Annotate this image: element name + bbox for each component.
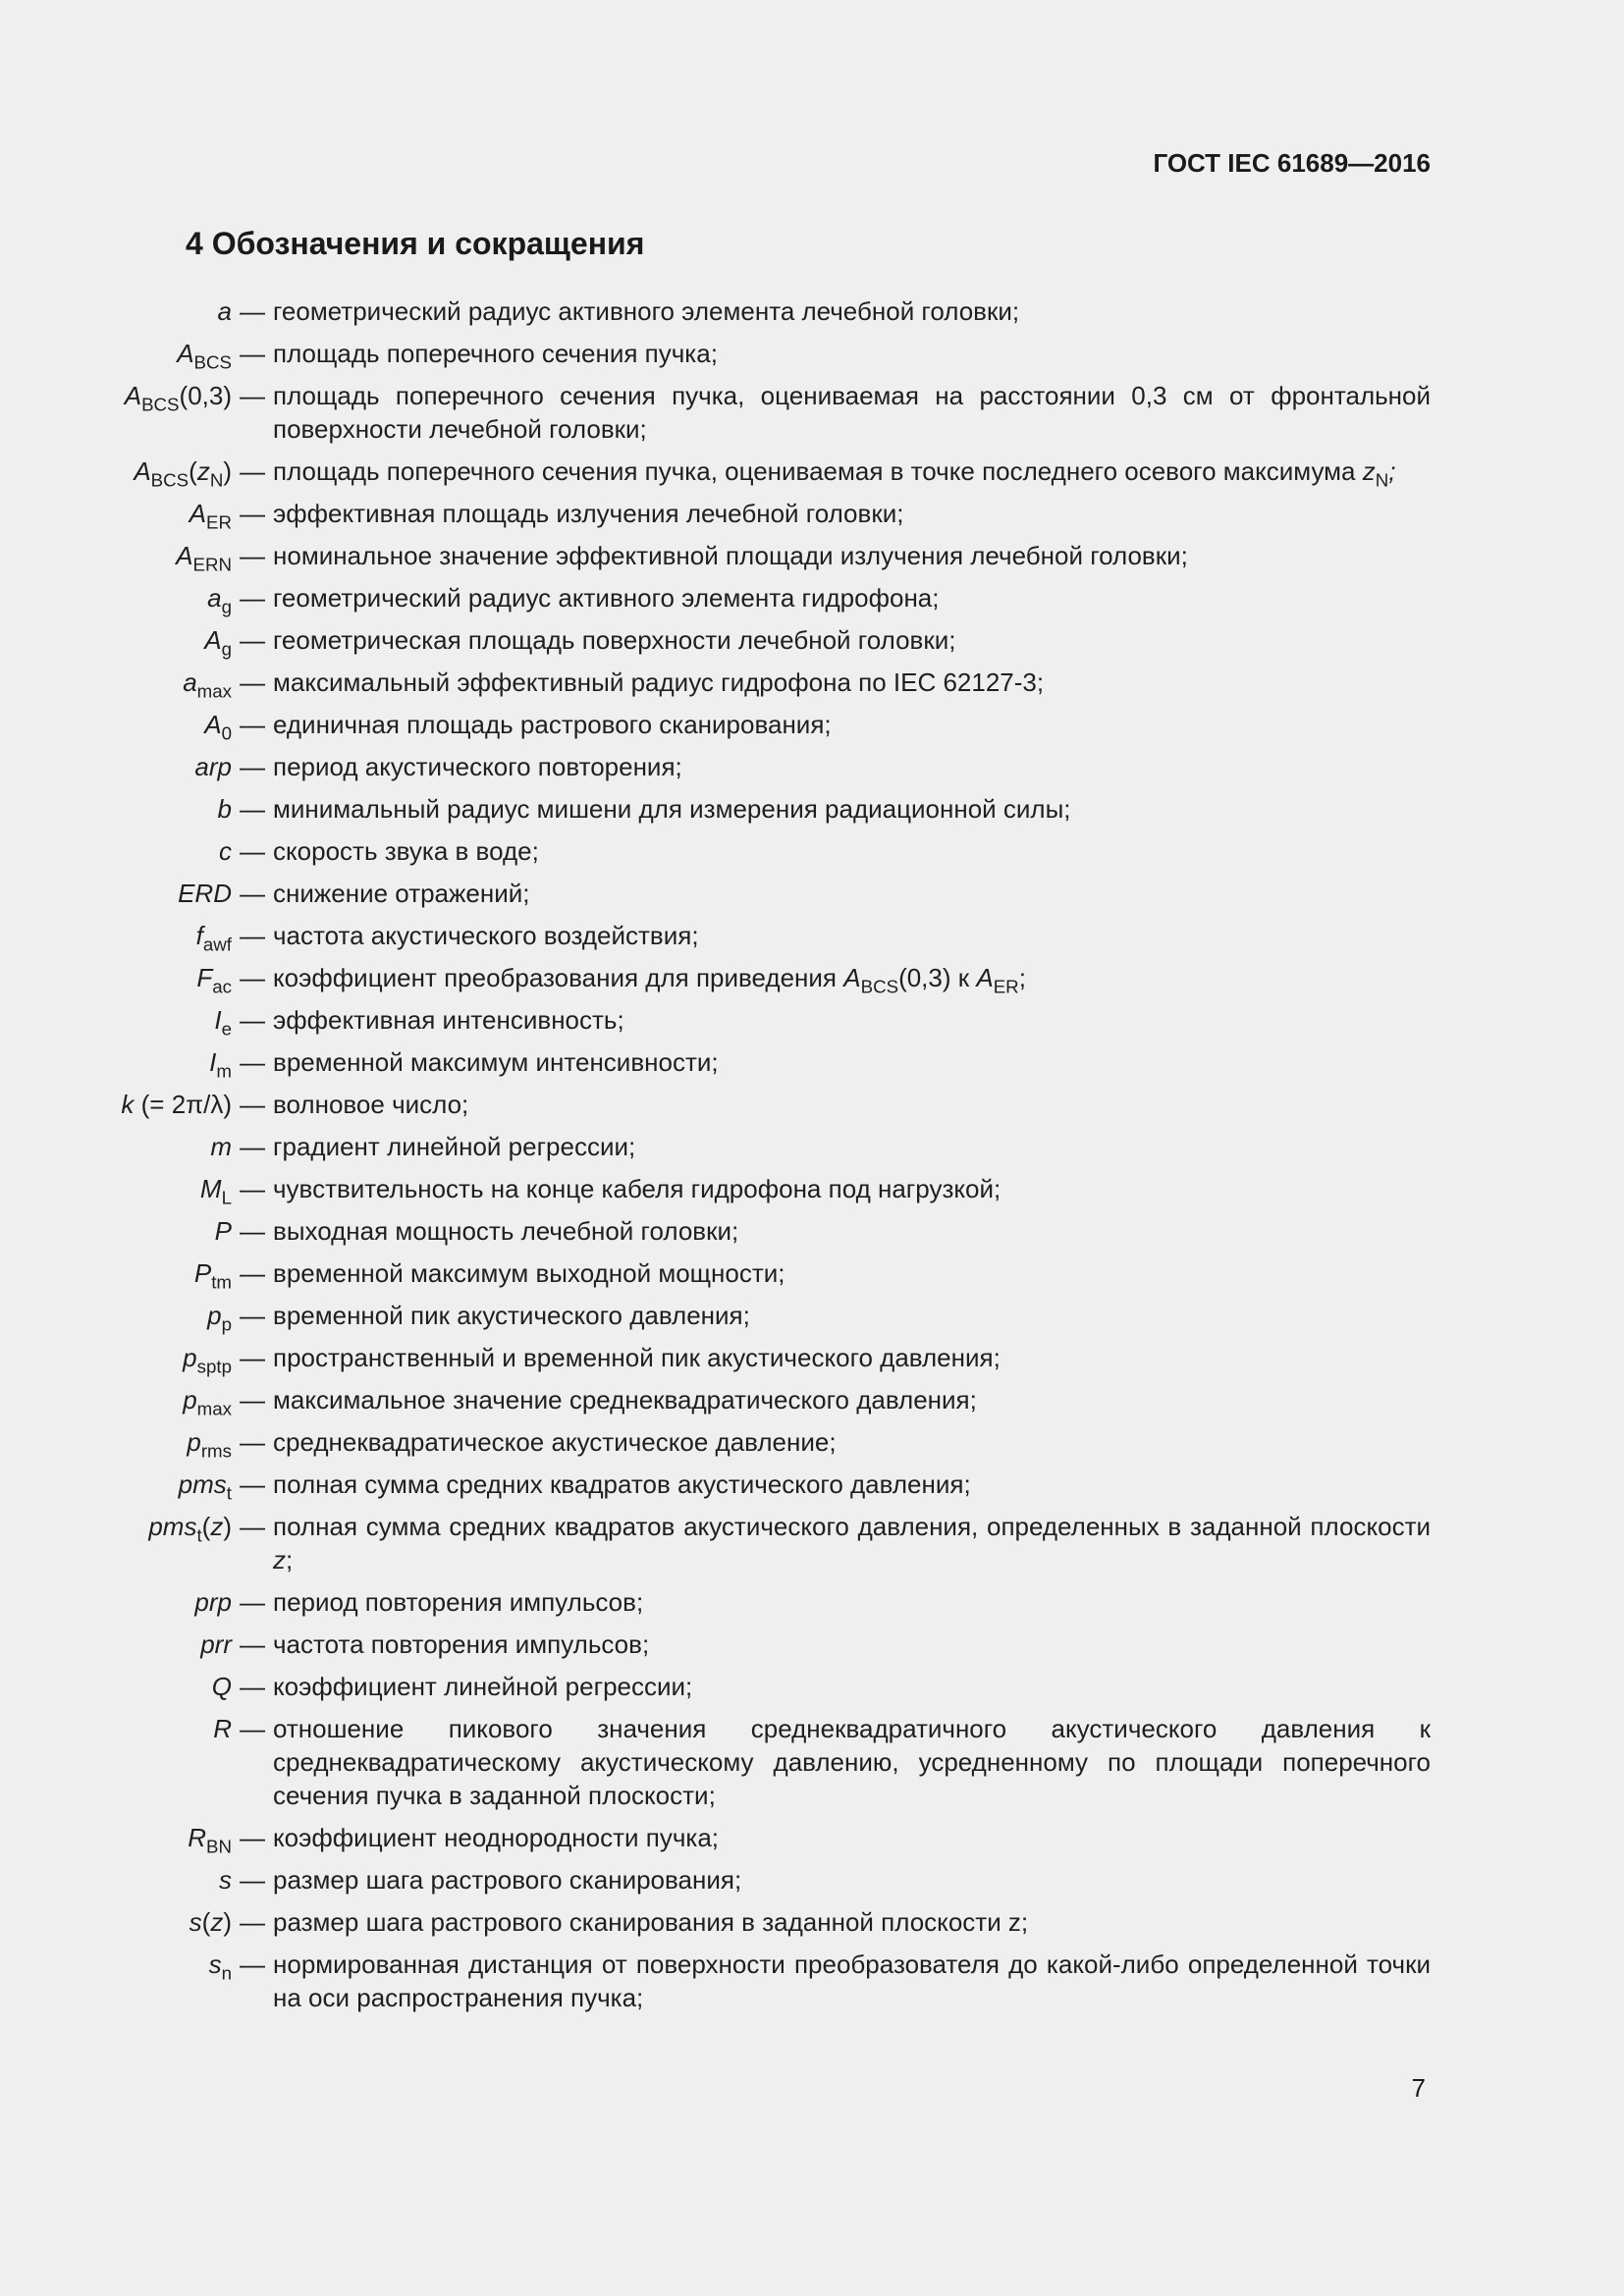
symbol-main: p — [187, 1427, 201, 1457]
symbol-suffix: (0,3) — [179, 381, 232, 410]
definition-row — [98, 666, 1431, 702]
definition-text — [273, 961, 1431, 997]
symbol-suffix: (= 2π/λ) — [134, 1090, 232, 1119]
definition-body: минимальный радиус мишени для измерения радиационной силы; — [273, 794, 1071, 824]
symbol — [98, 581, 232, 617]
symbol-main: arp — [194, 752, 232, 781]
em-dash: — — [240, 879, 265, 908]
definition-text — [273, 1628, 1431, 1661]
definition-row — [98, 1299, 1431, 1335]
definition-body: частота акустического воздействия; — [273, 921, 699, 950]
symbol-main: s — [219, 1865, 232, 1895]
symbol-subscript: ER — [206, 511, 232, 533]
em-dash: — — [240, 963, 265, 992]
definition-text — [273, 1130, 1431, 1163]
definition-text — [273, 1670, 1431, 1703]
symbol-subscript: max — [196, 1398, 232, 1419]
em-dash: — — [240, 1949, 265, 1979]
definition-row — [98, 1948, 1431, 2014]
definition-text — [273, 1905, 1431, 1939]
definition-body: максимальное значение среднеквадратического давления; — [273, 1385, 977, 1415]
symbol — [98, 1299, 232, 1335]
definition-text — [273, 1585, 1431, 1619]
definition-row — [98, 294, 1431, 328]
em-dash: — — [240, 1865, 265, 1895]
symbol-main: R — [188, 1823, 207, 1852]
em-dash: — — [240, 456, 265, 486]
definition-text — [273, 497, 1431, 530]
em-dash: — — [240, 1258, 265, 1288]
em-dash: — — [240, 339, 265, 368]
definition-row — [98, 337, 1431, 373]
definition-text — [273, 1468, 1431, 1501]
definition-body: размер шага растрового сканирования в заданной плоскости z; — [273, 1907, 1029, 1937]
definition-body: временной максимум интенсивности; — [273, 1047, 719, 1077]
definition-body: коэффициент линейной регрессии; — [273, 1672, 693, 1701]
definition-row — [98, 454, 1431, 491]
em-dash: — — [240, 625, 265, 655]
symbol-arg-close: ) — [223, 1907, 232, 1937]
em-dash: — — [240, 1132, 265, 1161]
em-dash: — — [240, 1512, 265, 1541]
symbol-subscript: g — [221, 596, 232, 617]
definition-text — [273, 750, 1431, 783]
symbol-main: a — [207, 583, 222, 613]
symbol-main: A — [177, 339, 194, 368]
definition-row — [98, 1045, 1431, 1082]
definition-text — [273, 1299, 1431, 1332]
definition-row — [98, 1130, 1431, 1163]
definition-text — [273, 1712, 1431, 1812]
definition-body: площадь поперечного сечения пучка; — [273, 339, 718, 368]
symbol-main: pms — [148, 1512, 197, 1541]
definition-body: волновое число; — [273, 1090, 469, 1119]
symbol-suffix: ( — [201, 1907, 211, 1937]
symbol-main: A — [134, 456, 151, 486]
em-dash: — — [240, 710, 265, 739]
definition-text — [273, 623, 1431, 657]
definition-text — [273, 1425, 1431, 1459]
symbol — [98, 623, 232, 660]
em-dash: — — [240, 1343, 265, 1372]
definition-body: площадь поперечного сечения пучка, оцениваемая на расстоянии 0,3 см от фронтальной поверхности лечебной головки; — [273, 381, 1431, 444]
symbol-subscript: e — [221, 1018, 232, 1040]
definition-row — [98, 1425, 1431, 1462]
definition-row — [98, 919, 1431, 955]
symbol-subscript: tm — [211, 1271, 232, 1293]
definition-row — [98, 539, 1431, 575]
inline-subscript: N — [1375, 469, 1389, 491]
symbol-main: prp — [194, 1587, 232, 1617]
inline-subscript: BCS — [860, 976, 899, 997]
symbol — [98, 1383, 232, 1419]
symbol-arg: z — [210, 1512, 224, 1541]
definition-text — [273, 877, 1431, 910]
symbol — [98, 1905, 232, 1939]
definition-text — [273, 1256, 1431, 1290]
definition-row — [98, 708, 1431, 744]
definition-row — [98, 1905, 1431, 1939]
definition-body: нормированная дистанция от поверхности преобразователя до какой-либо определенной точки на оси распространения пучка; — [273, 1949, 1431, 2012]
symbol — [98, 919, 232, 955]
definition-body: период акустического повторения; — [273, 752, 682, 781]
definition-body: отношение пикового значения среднеквадратичного акустического давления к среднеквадратическому акустическому давлению, усредненному по площади поперечного сечения пучка в заданной плоскости; — [273, 1714, 1431, 1810]
symbol-main: A — [189, 499, 207, 528]
symbol-main: A — [204, 710, 222, 739]
definition-text — [273, 666, 1431, 699]
definition-text — [273, 1088, 1431, 1121]
em-dash: — — [240, 1005, 265, 1035]
symbol-main: s — [189, 1907, 202, 1937]
document-header: ГОСТ IEC 61689—2016 — [1153, 148, 1431, 178]
symbol-main: I — [214, 1005, 222, 1035]
em-dash: — — [240, 836, 265, 866]
symbol-main: A — [204, 625, 222, 655]
symbol — [98, 1172, 232, 1208]
symbol-main: p — [207, 1301, 222, 1330]
symbol — [98, 1821, 232, 1857]
definition-text — [273, 581, 1431, 614]
symbol-main: A — [124, 381, 142, 410]
symbol — [98, 1214, 232, 1248]
definition-body: чувствительность на конце кабеля гидрофона под нагрузкой; — [273, 1174, 1001, 1203]
symbol — [98, 294, 232, 328]
symbol-subscript: m — [216, 1060, 232, 1082]
symbol-main: a — [183, 667, 197, 697]
symbol-arg: z — [210, 1907, 224, 1937]
symbol-main: M — [199, 1174, 222, 1203]
symbol-subscript: 0 — [221, 722, 232, 744]
definition-body: снижение отражений; — [273, 879, 530, 908]
symbol — [98, 1256, 232, 1293]
em-dash: — — [240, 1907, 265, 1937]
definition-body: частота повторения импульсов; — [273, 1629, 650, 1659]
symbol-subscript: L — [221, 1187, 232, 1208]
definition-row — [98, 623, 1431, 660]
definition-row — [98, 750, 1431, 783]
symbol — [98, 1712, 232, 1745]
em-dash: — — [240, 541, 265, 570]
inline-punct: ; — [286, 1545, 294, 1575]
definition-text — [273, 708, 1431, 741]
symbol-main: F — [196, 963, 213, 992]
definition-body: скорость звука в воде; — [273, 836, 539, 866]
symbol-main: a — [217, 296, 232, 326]
symbol-subscript: n — [221, 1962, 232, 1984]
em-dash: — — [240, 1174, 265, 1203]
symbol-main: s — [208, 1949, 222, 1979]
definition-body: период повторения импульсов; — [273, 1587, 644, 1617]
definition-text — [273, 834, 1431, 868]
symbol-suffix: ( — [189, 456, 197, 486]
em-dash: — — [240, 921, 265, 950]
definition-text — [273, 1510, 1431, 1576]
symbol-subscript: max — [196, 680, 232, 702]
symbol — [98, 708, 232, 744]
em-dash: — — [240, 1672, 265, 1701]
definition-body: единичная площадь растрового сканирования; — [273, 710, 832, 739]
inline-punct: ; — [1388, 456, 1396, 486]
definition-row — [98, 834, 1431, 868]
symbol-subscript: BCS — [141, 394, 180, 415]
definition-body: коэффициент неоднородности пучка; — [273, 1823, 720, 1852]
symbol-subscript: sptp — [196, 1356, 232, 1377]
symbol-main: pms — [178, 1469, 227, 1499]
em-dash: — — [240, 499, 265, 528]
definition-text — [273, 454, 1431, 491]
inline-var: A — [843, 963, 861, 992]
definition-text — [273, 1045, 1431, 1079]
symbol — [98, 1425, 232, 1462]
definition-row — [98, 1821, 1431, 1857]
symbol-subscript: p — [221, 1313, 232, 1335]
inline-var: z — [273, 1545, 286, 1575]
symbol-subscript: BCS — [150, 469, 189, 491]
inline-var: z — [1362, 456, 1376, 486]
inline-subscript: ER — [993, 976, 1019, 997]
symbol-main: ERD — [178, 879, 232, 908]
definition-body: полная сумма средних квадратов акустического давления; — [273, 1469, 971, 1499]
definition-row — [98, 1003, 1431, 1040]
symbol-main: c — [219, 836, 232, 866]
definition-text — [273, 1863, 1431, 1896]
definition-row — [98, 497, 1431, 533]
definition-text — [273, 294, 1431, 328]
symbol-main: m — [210, 1132, 232, 1161]
definition-body: временной пик акустического давления; — [273, 1301, 750, 1330]
definition-row — [98, 1383, 1431, 1419]
definition-row — [98, 1863, 1431, 1896]
symbol-arg-close: ) — [223, 456, 232, 486]
definition-text — [273, 1003, 1431, 1037]
symbol — [98, 1863, 232, 1896]
definition-row — [98, 1214, 1431, 1248]
em-dash: — — [240, 1714, 265, 1743]
definition-row — [98, 1628, 1431, 1661]
symbol — [98, 1628, 232, 1661]
em-dash: — — [240, 1047, 265, 1077]
definition-body: выходная мощность лечебной головки; — [273, 1216, 739, 1246]
symbol-main: I — [209, 1047, 217, 1077]
definition-body: градиент линейной регрессии; — [273, 1132, 636, 1161]
definition-text — [273, 1341, 1431, 1374]
inline-text: (0,3) к — [898, 963, 977, 992]
definitions-list — [98, 294, 1431, 2023]
definition-body: эффективная интенсивность; — [273, 1005, 624, 1035]
symbol — [98, 1670, 232, 1703]
definition-row — [98, 1341, 1431, 1377]
symbol-main: p — [183, 1385, 197, 1415]
em-dash: — — [240, 1587, 265, 1617]
em-dash: — — [240, 667, 265, 697]
em-dash: — — [240, 1385, 265, 1415]
definition-text — [273, 1821, 1431, 1854]
symbol-subscript: t — [226, 1482, 232, 1504]
em-dash: — — [240, 583, 265, 613]
symbol-main: P — [193, 1258, 212, 1288]
definition-text — [273, 337, 1431, 370]
em-dash: — — [240, 1301, 265, 1330]
symbol-main: Q — [211, 1672, 232, 1701]
em-dash: — — [240, 1823, 265, 1852]
definition-row — [98, 961, 1431, 997]
symbol-main: k — [121, 1090, 135, 1119]
symbol-suffix: ( — [201, 1512, 211, 1541]
definition-text — [273, 792, 1431, 826]
definition-text — [273, 379, 1431, 446]
em-dash: — — [240, 1629, 265, 1659]
symbol-main: prr — [200, 1629, 232, 1659]
symbol-subscript: BN — [206, 1836, 232, 1857]
symbol-main: b — [217, 794, 232, 824]
symbol — [98, 666, 232, 702]
symbol — [98, 877, 232, 910]
symbol — [98, 1948, 232, 1984]
definition-text — [273, 1948, 1431, 2014]
symbol — [98, 792, 232, 826]
symbol-main: p — [183, 1343, 197, 1372]
symbol — [98, 379, 232, 415]
definition-text — [273, 539, 1431, 572]
symbol-main: A — [176, 541, 193, 570]
em-dash: — — [240, 1090, 265, 1119]
symbol-arg: z — [196, 456, 210, 486]
symbol — [98, 1341, 232, 1377]
definition-body: площадь поперечного сечения пучка, оцениваемая в точке последнего осевого максимума — [273, 456, 1356, 486]
em-dash: — — [240, 296, 265, 326]
em-dash: — — [240, 794, 265, 824]
symbol — [98, 539, 232, 575]
symbol — [98, 1468, 232, 1504]
symbol-subscript: BCS — [193, 351, 232, 373]
section-title: 4 Обозначения и сокращения — [186, 226, 645, 261]
definition-body: временной максимум выходной мощности; — [273, 1258, 785, 1288]
definition-row — [98, 877, 1431, 910]
definition-text — [273, 919, 1431, 952]
symbol — [98, 1003, 232, 1040]
definition-text — [273, 1383, 1431, 1416]
symbol-subscript: g — [221, 638, 232, 660]
em-dash: — — [240, 1216, 265, 1246]
symbol — [98, 1510, 232, 1546]
symbol — [98, 1088, 232, 1121]
definition-row — [98, 1468, 1431, 1504]
inline-var: A — [976, 963, 994, 992]
symbol-subscript: ac — [212, 976, 232, 997]
definition-body: геометрический радиус активного элемента гидрофона; — [273, 583, 940, 613]
symbol-main: f — [195, 921, 203, 950]
definition-row — [98, 1088, 1431, 1121]
em-dash: — — [240, 752, 265, 781]
definition-body: номинальное значение эффективной площади излучения лечебной головки; — [273, 541, 1188, 570]
definition-row — [98, 1670, 1431, 1703]
symbol — [98, 1130, 232, 1163]
symbol-arg-close: ) — [223, 1512, 232, 1541]
inline-punct: ; — [1018, 963, 1026, 992]
symbol — [98, 1585, 232, 1619]
definition-body: пространственный и временной пик акустического давления; — [273, 1343, 1001, 1372]
symbol — [98, 834, 232, 868]
definition-body: эффективная площадь излучения лечебной головки; — [273, 499, 904, 528]
definition-body: размер шага растрового сканирования; — [273, 1865, 742, 1895]
symbol-subscript: rms — [200, 1440, 232, 1462]
symbol-main: P — [214, 1216, 232, 1246]
symbol — [98, 961, 232, 997]
symbol-main: R — [213, 1714, 232, 1743]
definition-row — [98, 1256, 1431, 1293]
page-number: 7 — [1411, 2073, 1426, 2103]
definition-body: геометрический радиус активного элемента лечебной головки; — [273, 296, 1020, 326]
definition-text — [273, 1214, 1431, 1248]
definition-body: геометрическая площадь поверхности лечебной головки; — [273, 625, 956, 655]
definition-row — [98, 1712, 1431, 1812]
definition-body: максимальный эффективный радиус гидрофона по IEC 62127-3; — [273, 667, 1045, 697]
definition-row — [98, 379, 1431, 446]
definition-body: полная сумма средних квадратов акустического давления, определенных в заданной плоскости — [273, 1512, 1431, 1541]
symbol-arg-subscript: N — [209, 469, 224, 491]
symbol-subscript: awf — [202, 934, 232, 955]
definition-text — [273, 1172, 1431, 1205]
symbol — [98, 337, 232, 373]
definition-row — [98, 1172, 1431, 1208]
symbol-subscript: t — [196, 1524, 202, 1546]
definition-row — [98, 792, 1431, 826]
symbol — [98, 750, 232, 783]
symbol — [98, 454, 232, 491]
symbol — [98, 1045, 232, 1082]
symbol — [98, 497, 232, 533]
definition-row — [98, 581, 1431, 617]
em-dash: — — [240, 1427, 265, 1457]
symbol-subscript: ERN — [192, 554, 232, 575]
em-dash: — — [240, 1469, 265, 1499]
definition-row — [98, 1510, 1431, 1576]
definition-body: коэффициент преобразования для приведения — [273, 963, 838, 992]
em-dash: — — [240, 381, 265, 410]
definition-row — [98, 1585, 1431, 1619]
definition-body: среднеквадратическое акустическое давление; — [273, 1427, 837, 1457]
